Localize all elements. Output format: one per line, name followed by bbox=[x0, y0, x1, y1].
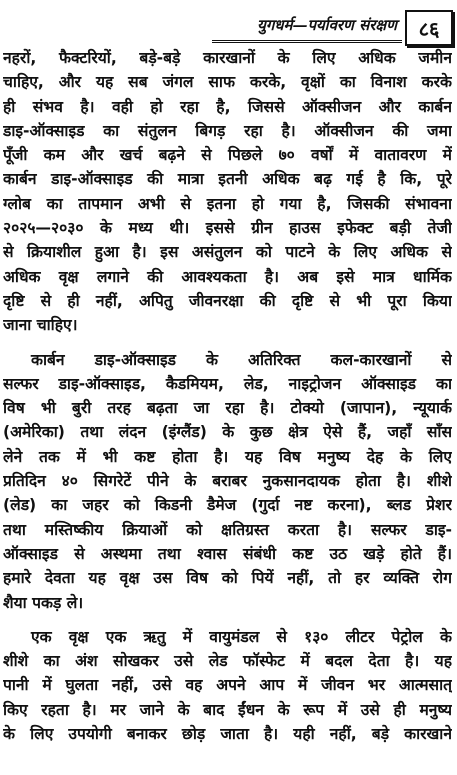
text-line: एक वृक्ष एक ऋतु में वायुमंडल से १३० लीटर पेट्रोल के bbox=[31, 627, 452, 646]
paragraph-2 bbox=[3, 348, 452, 615]
page-header bbox=[0, 0, 457, 44]
page-number: ८६ bbox=[405, 10, 453, 46]
paragraph-3 bbox=[3, 625, 452, 746]
text-line: से क्रियाशील हुआ है। इस असंतुलन को पाटने के लिए अधिक से bbox=[3, 243, 452, 262]
text-line: (लेड) का जहर को किडनी डैमेज (गुर्दा नष्ट करना), ब्लड प्रेशर bbox=[3, 496, 452, 515]
running-title: युगधर्म—पर्यावरण संरक्षण bbox=[257, 16, 397, 34]
text-line: शीशे का अंश सोखकर उसे लेड फॉस्फेट में बदल देता है। यह bbox=[3, 652, 452, 671]
text-line: कार्बन डाइ-ऑक्साइड के अतिरिक्त कल-कारखानों से bbox=[31, 350, 452, 369]
text-line: डाइ-ऑक्साइड का संतुलन बिगड़ रहा है। ऑक्सीजन की जमा bbox=[3, 121, 452, 140]
text-line: हमारे देवता यह वृक्ष उस विष को पियें नहीं, तो हर व्यक्ति रोग bbox=[3, 569, 452, 588]
header-rule bbox=[212, 40, 402, 43]
text-line: दृष्टि से ही नहीं, अपितु जीवनरक्षा की दृष्टि से भी पूरा किया bbox=[3, 291, 452, 310]
text-line: के लिए उपयोगी बनाकर छोड़ जाता है। यही नहीं, बड़े कारखाने bbox=[3, 725, 452, 744]
text-line: कार्बन डाइ-ऑक्साइड की मात्रा इतनी अधिक बढ़ गई है कि, पूरे bbox=[3, 170, 452, 189]
text-line: पानी में घुलता नहीं, उसे वह अपने आप में जीवन भर आत्मसात् bbox=[3, 676, 452, 695]
text-line: ग्लोब का तापमान अभी से इतना हो गया है, जिसकी संभावना bbox=[3, 194, 452, 213]
text-line: प्रतिदिन ४० सिगरेटें पीने के बराबर नुकसानदायक होता है। शीशे bbox=[3, 472, 452, 491]
text-line: सल्फर डाइ-ऑक्साइड, कैडमियम, लेड, नाइट्रोजन ऑक्साइड का bbox=[3, 374, 452, 393]
text-line: लेने तक में भी कष्ट होता है। यह विष मनुष्य देह के लिए bbox=[3, 447, 452, 466]
text-line: ही संभव है। वही हो रहा है, जिससे ऑक्सीजन और कार्बन bbox=[3, 97, 452, 116]
text-line: नहरों, फैक्टरियों, बड़े-बड़े कारखानों के लिए अधिक जमीन bbox=[3, 49, 452, 67]
text-line: (अमेरिका) तथा लंदन (इंग्लैंड) के कुछ क्षेत्र ऐसे हैं, जहाँ साँस bbox=[3, 423, 452, 442]
text-line: किए रहता है। मर जाने के बाद ईंधन के रूप में उसे ही मनुष्य bbox=[3, 700, 452, 719]
text-line: जाना चाहिए। bbox=[3, 316, 78, 335]
text-line: तथा मस्तिष्कीय क्रियाओं को क्षतिग्रस्त करता है। सल्फर डाइ- bbox=[3, 520, 452, 539]
text-line: चाहिए, और यह सब जंगल साफ करके, वृक्षों का विनाश करके bbox=[3, 73, 452, 92]
text-line: २०२५—२०३० के मध्य थी। इससे ग्रीन हाउस इफेक्ट बड़ी तेजी bbox=[3, 219, 452, 238]
text-line: ऑक्साइड से अस्थमा तथा श्वास संबंधी कष्ट उठ खड़े होते हैं। bbox=[3, 544, 452, 563]
text-line: विष भी बुरी तरह बढ़ता जा रहा है। टोक्यो (जापान), न्यूयार्क bbox=[3, 399, 452, 418]
body-text bbox=[3, 46, 452, 756]
paragraph-1 bbox=[3, 46, 452, 338]
text-line: पूँजी कम और खर्च बढ़ने से पिछले ७० वर्षों में वातावरण में bbox=[3, 146, 452, 165]
text-line: शैया पकड़ ले। bbox=[3, 593, 84, 612]
text-line: अधिक वृक्ष लगाने की आवश्यकता है। अब इसे मात्र धार्मिक bbox=[3, 267, 452, 286]
